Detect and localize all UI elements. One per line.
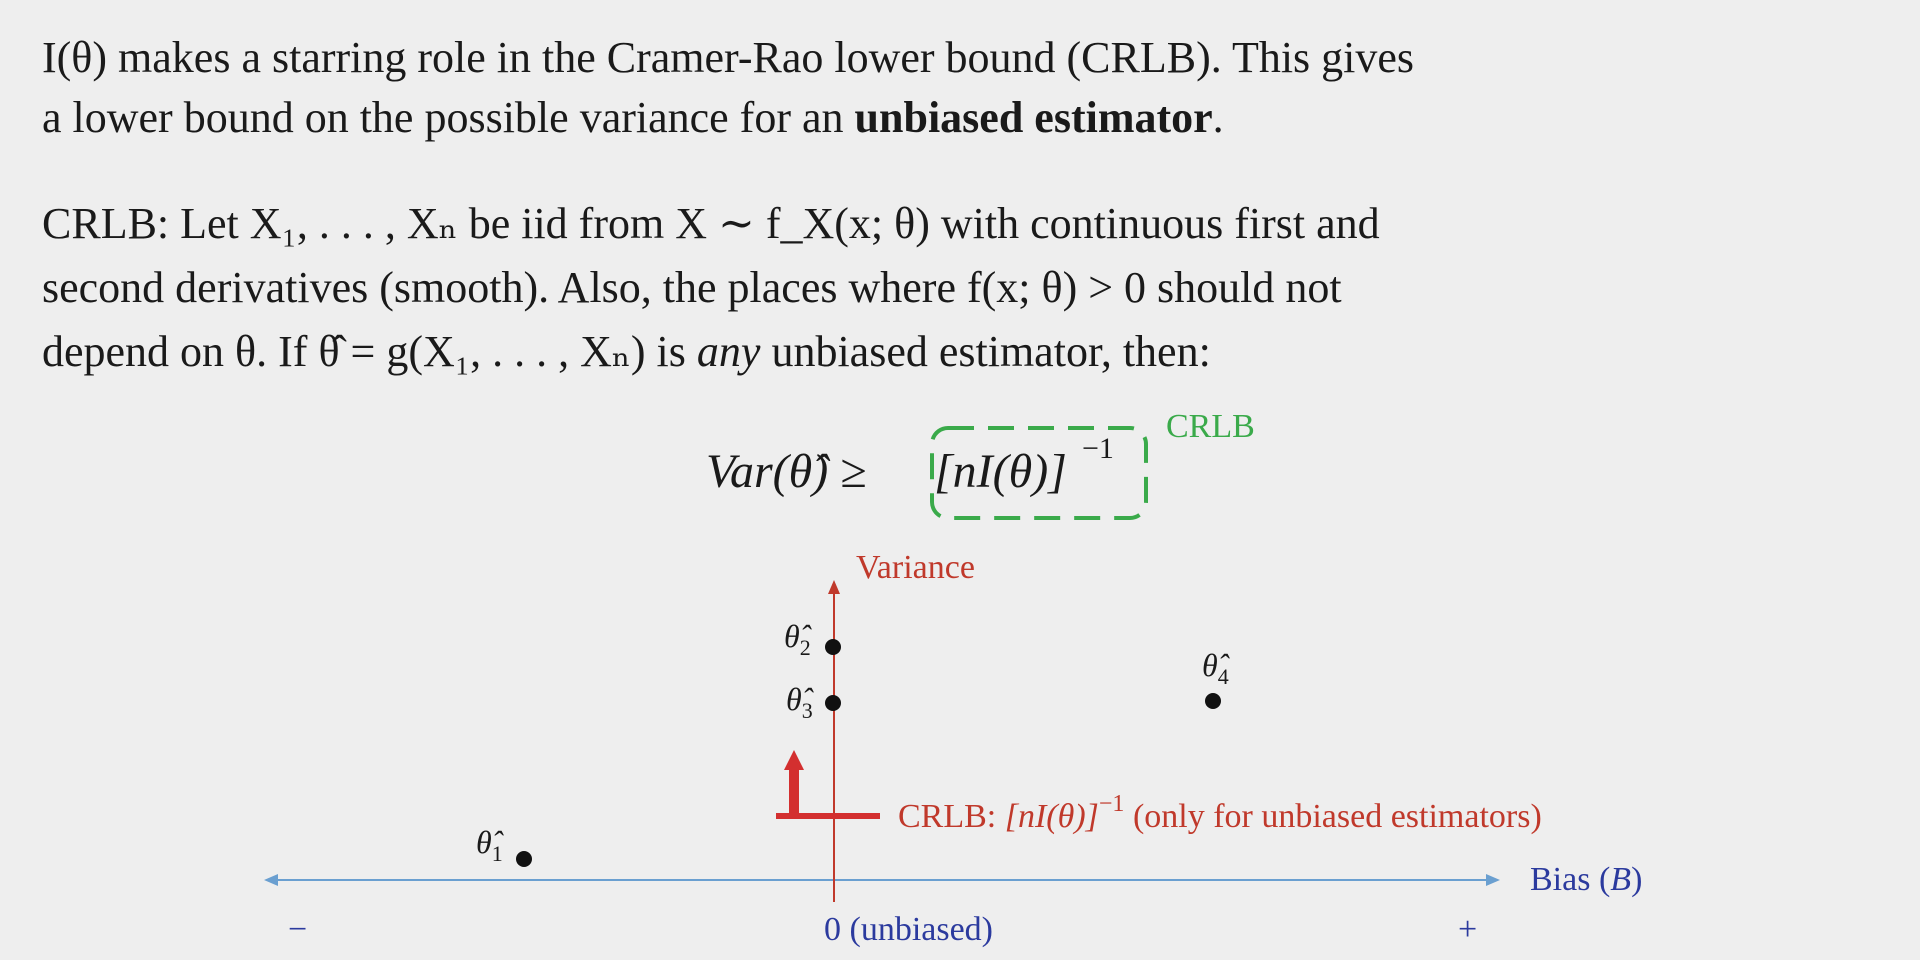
- definition-line-2: second derivatives (smooth). Also, the places where f(x; θ) > 0 should not: [42, 263, 1342, 312]
- negative-bias-label: −: [288, 911, 308, 948]
- intro-line-2-end: .: [1212, 93, 1224, 142]
- variance-axis-arrow: [828, 580, 840, 594]
- bias-axis-left-arrow: [264, 874, 278, 886]
- crlb-floor-label: CRLB: $[nI(\theta)]^{-1}$ (only for unbiased estimators): [898, 791, 1542, 835]
- unbiased-estimator-term: unbiased estimator: [854, 93, 1213, 142]
- equation-rhs: [nI(θ)]: [934, 445, 1067, 498]
- intro-line-2-text: a lower bound on the possible variance for an: [42, 93, 855, 142]
- estimator-4-dot: [1205, 693, 1221, 709]
- definition-line-3-text: depend on θ. If θ̂ = g(X₁, . . . , Xₙ) is: [42, 327, 697, 376]
- estimator-1-dot: [516, 851, 532, 867]
- crlb-up-arrow-head: [784, 750, 804, 770]
- estimator-theta-4: [1202, 647, 1230, 709]
- estimator-3-dot: [825, 695, 841, 711]
- definition-line-1: CRLB: Let X₁, . . . , Xₙ be iid from X ∼ f_X(x; θ) with continuous first and: [42, 199, 1380, 248]
- bias-axis-label: Bias (B): [1530, 861, 1643, 898]
- estimator-4-label: $\thetâ_4$: [1202, 647, 1229, 689]
- zero-bias-label: 0 (unbiased): [824, 911, 994, 948]
- estimator-3-label: $\thetâ_3$: [786, 681, 813, 723]
- intro-line-1: I(θ) makes a starring role in the Cramer-Rao lower bound (CRLB). This gives: [42, 33, 1415, 82]
- definition-line-3-end: unbiased estimator, then:: [760, 327, 1211, 376]
- estimator-theta-1: [476, 824, 532, 867]
- any-term: any: [696, 327, 761, 376]
- estimator-2-dot: [825, 639, 841, 655]
- bias-axis-right-arrow: [1486, 874, 1500, 886]
- equation-lhs: Var(θ̂) ≥: [706, 445, 867, 498]
- equation-rhs-exponent: −1: [1082, 432, 1114, 465]
- estimator-2-label: $\thetâ_2$: [784, 618, 811, 660]
- crlb-box-label: CRLB: [1166, 408, 1255, 445]
- estimator-theta-3: [786, 681, 841, 723]
- estimator-1-label: $\thetâ_1$: [476, 824, 503, 866]
- estimator-theta-2: [784, 618, 841, 660]
- positive-bias-label: +: [1458, 911, 1478, 948]
- variance-axis-label: Variance: [856, 549, 975, 586]
